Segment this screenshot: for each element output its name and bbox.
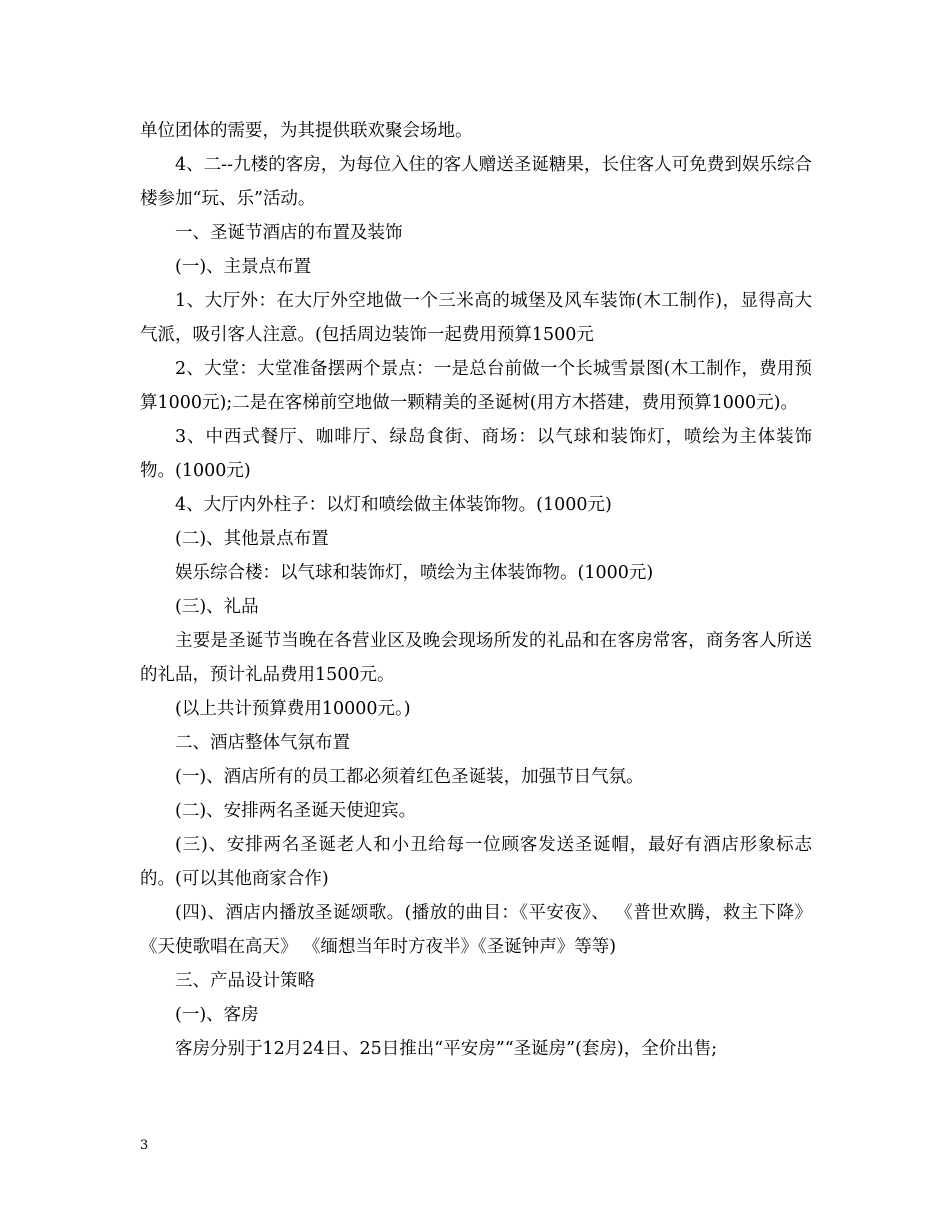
subsection-heading: (三)、礼品: [175, 597, 259, 617]
paragraph: 单位团体的需要，为其提供联欢聚会场地。: [140, 121, 473, 141]
subsection-heading: (二)、其他景点布置: [175, 529, 329, 549]
page-number: 3: [140, 1138, 149, 1153]
paragraph: 4、二--九楼的客房，为每位入住的客人赠送圣诞糖果，长住客人可免费到娱乐综合楼参加“玩、乐”活动。: [140, 155, 812, 209]
section-heading: 一、圣诞节酒店的布置及装饰: [175, 223, 403, 243]
paragraph: (一)、酒店所有的员工都必须着红色圣诞装，加强节日气氛。: [175, 767, 644, 787]
paragraph: (四)、酒店内播放圣诞颂歌。(播放的曲目：《平安夜》、 《普世欢腾，救主下降》 《天使歌唱在高天》 《缅想当年时方夜半》《圣诞钟声》等等): [140, 903, 812, 957]
paragraph: (二)、安排两名圣诞天使迎宾。: [175, 801, 417, 821]
document-body: [140, 114, 812, 1066]
paragraph: 主要是圣诞节当晚在各营业区及晚会现场所发的礼品和在客房常客，商务客人所送的礼品，预计礼品费用1500元。: [140, 631, 812, 685]
section-heading: 三、产品设计策略: [175, 971, 315, 991]
paragraph: 1、大厅外：在大厅外空地做一个三米高的城堡及风车装饰(木工制作)，显得高大气派，吸引客人注意。(包括周边装饰一起费用预算1500元: [140, 291, 812, 345]
subsection-heading: (一)、主景点布置: [175, 257, 312, 277]
paragraph: 2、大堂：大堂准备摆两个景点：一是总台前做一个长城雪景图(木工制作，费用预算1000元);二是在客梯前空地做一颗精美的圣诞树(用方木搭建，费用预算1000元)。: [140, 359, 812, 413]
paragraph: 3、中西式餐厅、咖啡厅、绿岛食街、商场：以气球和装饰灯，喷绘为主体装饰物。(1000元): [140, 427, 812, 481]
paragraph: (以上共计预算费用10000元。): [175, 699, 411, 719]
paragraph: 客房分别于12月24日、25日推出“平安房”“圣诞房”(套房)，全价出售;: [175, 1039, 718, 1059]
section-heading: 二、酒店整体气氛布置: [175, 733, 350, 753]
paragraph: 4、大厅内外柱子：以灯和喷绘做主体装饰物。(1000元): [175, 495, 612, 515]
subsection-heading: (一)、客房: [175, 1005, 259, 1025]
paragraph: 娱乐综合楼：以气球和装饰灯，喷绘为主体装饰物。(1000元): [175, 563, 654, 583]
paragraph: (三)、安排两名圣诞老人和小丑给每一位顾客发送圣诞帽，最好有酒店形象标志的。(可以其他商家合作): [140, 835, 812, 889]
